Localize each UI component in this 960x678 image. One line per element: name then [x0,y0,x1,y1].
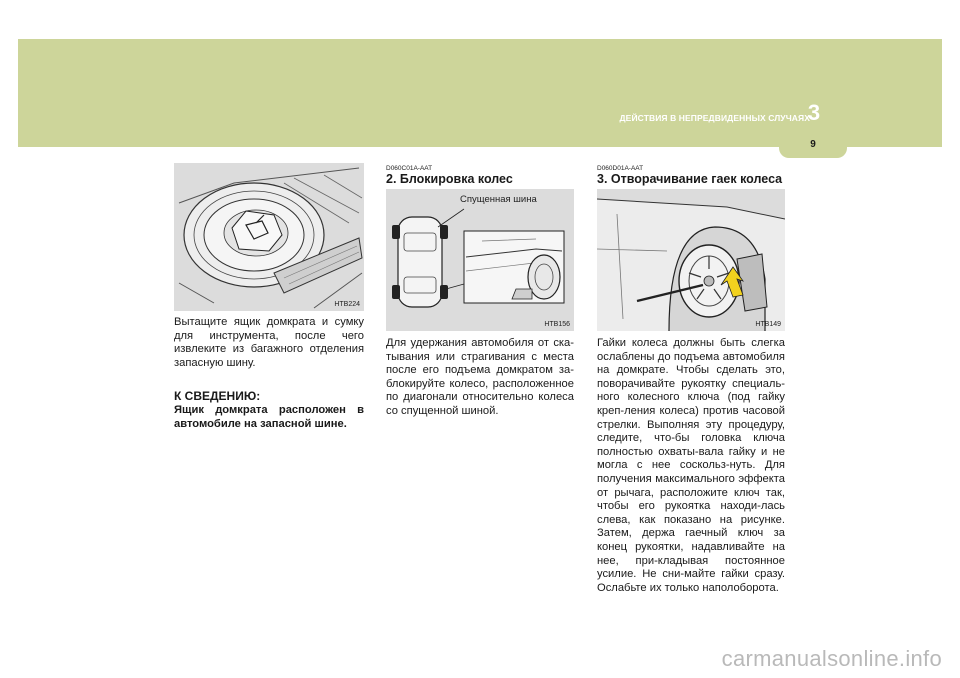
section-heading-wheel-block: 2. Блокировка колес [386,172,513,186]
figure-code: HTB149 [755,321,781,328]
caution-text: Ящик домкрата расположен в автомобиле на запасной шине. [174,404,364,430]
wheel-block-paragraph: Для удержания автомобиля от ска-тывания или страгивания с места после его подъема домкратом за-блокируйте колесо, расположенное по диагонали относительно колеса со спущенной шиной. [386,337,574,417]
lug-nut-illustration [597,189,785,331]
section-title: ДЕЙСТВИЯ В НЕПРЕДВИДЕННЫХ СЛУЧАЯХ [619,113,810,123]
spare-tire-illustration [174,163,364,311]
wheel-block-illustration [386,189,574,331]
watermark: carmanualsonline.info [721,646,942,671]
figure-code: HTB156 [544,321,570,328]
lug-nut-figure [597,189,785,331]
flat-tire-callout: Спущенная шина [460,194,537,205]
header-band [18,39,942,147]
lug-nut-paragraph: Гайки колеса должны быть слегка ослаблены до подъема автомобиля на домкрате. Чтобы сделать это, поворачивайте рукоятку специаль-ного колесного ключа (под гайку креп-ления колеса) против часовой стрелки. Выполняя эту процедуру, следите, что-бы головка ключа полностью охваты-вала гайку и не могла с нее соскольз-нуть. Для получения максимального эффекта от рычага, расположите ключ так, чтобы его рукоятка находи-лась слева, как показано на рисунке. Затем, держа гаечный ключ за конец рукоятки, надавливайте на нее, при-кладывая постоянное усилие. Не сни-майте гайки сразу. Ослабьте их только наполоборота. [597,337,785,594]
doc-code: D060C01A-AAT [386,165,433,172]
jack-removal-paragraph: Вытащите ящик домкрата и сумку для инструмента, после чего извлеките из багажного отделения запасную шину. [174,316,364,369]
caution-title: К СВЕДЕНИЮ: [174,389,261,403]
page-number: 9 [810,139,816,150]
section-heading-lug-nuts: 3. Отворачивание гаек колеса [597,172,783,186]
figure-code: HTB224 [334,301,360,308]
spare-tire-figure [174,163,364,311]
chapter-number: 3 [807,100,821,125]
wheel-block-figure [386,189,574,331]
doc-code: D060D01A-AAT [597,165,644,172]
